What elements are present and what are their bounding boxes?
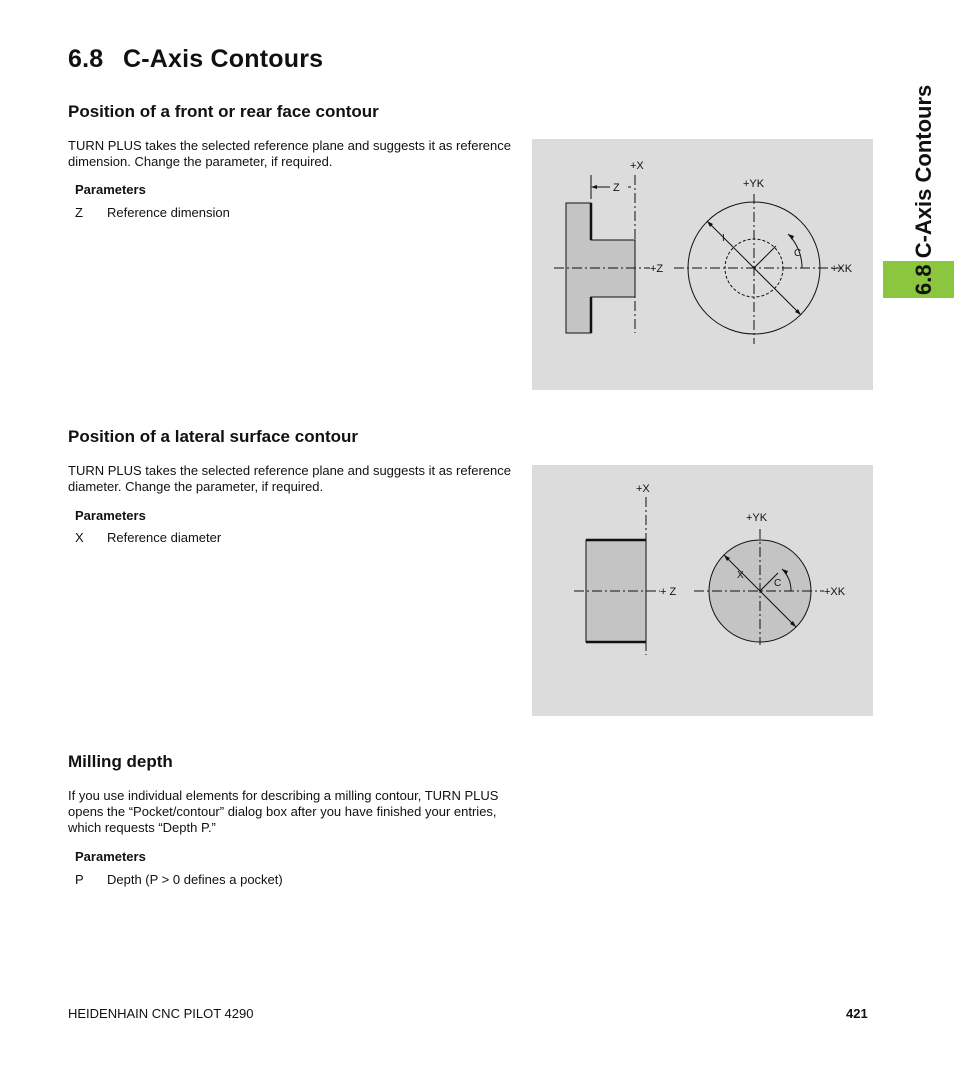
page-title bbox=[68, 45, 323, 74]
heading-face-contour: Position of a front or rear face contour bbox=[68, 102, 379, 121]
label-c-angle: C bbox=[774, 578, 782, 589]
parameter-key: Z bbox=[75, 205, 83, 220]
label-xk-axis: +XK bbox=[831, 263, 853, 275]
label-x-diameter: X bbox=[737, 570, 744, 581]
label-x-axis: +X bbox=[636, 483, 650, 495]
heading-lateral-contour: Position of a lateral surface contour bbox=[68, 427, 359, 446]
footer-product: HEIDENHAIN CNC PILOT 4290 bbox=[68, 1006, 254, 1021]
section-title: C-Axis Contours bbox=[123, 45, 324, 73]
body-face-contour: TURN PLUS takes the selected reference plane and suggests it as reference dimension. Change the parameter, if required. bbox=[68, 138, 511, 169]
parameter-desc: Reference diameter bbox=[107, 530, 222, 545]
parameters-label: Parameters bbox=[75, 508, 146, 523]
label-yk-axis: +YK bbox=[746, 512, 768, 524]
side-tab-label: 6.8 C-Axis Contours bbox=[911, 84, 936, 295]
section-number: 6.8 bbox=[68, 45, 104, 73]
label-z-axis: + Z bbox=[660, 586, 677, 598]
parameters-label: Parameters bbox=[75, 182, 146, 197]
parameter-key: X bbox=[75, 530, 84, 545]
heading-milling-depth: Milling depth bbox=[68, 752, 173, 771]
label-z-axis: +Z bbox=[650, 263, 664, 275]
parameter-key: P bbox=[75, 872, 84, 887]
parameter-desc: Depth (P > 0 defines a pocket) bbox=[107, 872, 283, 887]
label-z-ref: Z bbox=[613, 182, 620, 194]
label-x-axis: +X bbox=[630, 160, 644, 172]
figure-lateral-contour bbox=[532, 465, 873, 716]
figure-face-contour bbox=[532, 139, 873, 390]
parameters-label: Parameters bbox=[75, 849, 146, 864]
page-number: 421 bbox=[846, 1006, 868, 1021]
body-lateral-contour: TURN PLUS takes the selected reference plane and suggests it as reference diameter. Change the parameter, if required. bbox=[68, 463, 511, 494]
label-yk-axis: +YK bbox=[743, 178, 765, 190]
body-milling-depth: If you use individual elements for describing a milling contour, TURN PLUS opens the “Pocket/contour” dialog box after you have finished your entries, which requests “Depth P.” bbox=[68, 788, 499, 835]
parameter-desc: Reference dimension bbox=[107, 205, 230, 220]
label-c-angle: C bbox=[794, 248, 802, 259]
label-i: I bbox=[722, 233, 725, 244]
label-xk-axis: +XK bbox=[824, 586, 846, 598]
